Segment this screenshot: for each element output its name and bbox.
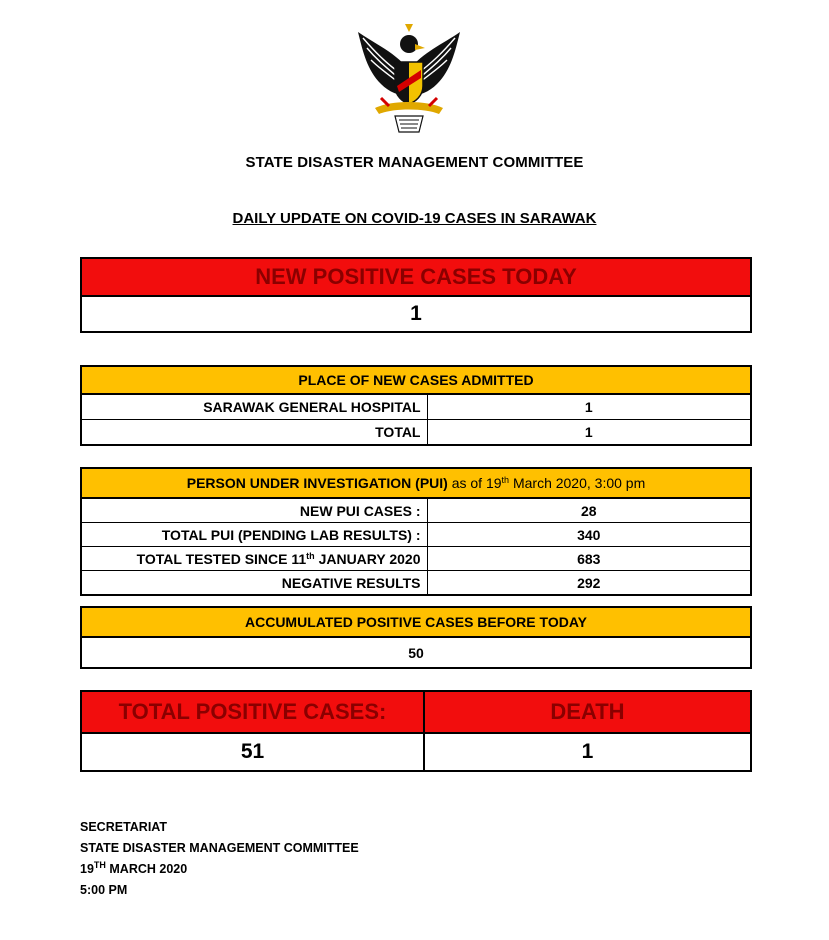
totals-table <box>80 690 752 772</box>
total-tested-value: 683 <box>427 547 751 571</box>
footer-secretariat: SECRETARIAT <box>80 820 168 834</box>
negative-results-value: 292 <box>427 571 751 596</box>
accumulated-table <box>80 606 752 669</box>
pending-pui-value: 340 <box>427 523 751 547</box>
new-cases-value: 1 <box>81 296 751 332</box>
pui-header <box>81 468 751 498</box>
table-row <box>81 394 751 420</box>
new-cases-table <box>80 257 752 333</box>
footer-signature <box>80 817 359 901</box>
pui-header-label: PERSON UNDER INVESTIGATION (PUI) <box>186 475 448 491</box>
table-row <box>81 420 751 446</box>
hospital-label: SARAWAK GENERAL HOSPITAL <box>81 394 427 420</box>
update-title: DAILY UPDATE ON COVID-19 CASES IN SARAWAK <box>232 210 597 227</box>
sarawak-crest-icon <box>355 22 463 134</box>
footer-time: 5:00 PM <box>80 883 128 897</box>
total-positive-label: TOTAL POSITIVE CASES: <box>81 691 424 733</box>
committee-title: STATE DISASTER MANAGEMENT COMMITTEE <box>245 154 584 171</box>
table-row <box>81 523 751 547</box>
place-total-value: 1 <box>427 420 751 446</box>
accumulated-label: ACCUMULATED POSITIVE CASES BEFORE TODAY <box>81 607 751 637</box>
place-admitted-table <box>80 365 752 446</box>
death-label: DEATH <box>424 691 751 733</box>
footer-date: 19TH MARCH 2020 <box>80 860 188 876</box>
new-cases-label: NEW POSITIVE CASES TODAY <box>81 258 751 296</box>
footer-committee: STATE DISASTER MANAGEMENT COMMITTEE <box>80 841 359 855</box>
total-positive-value: 51 <box>81 733 424 771</box>
table-row <box>81 547 751 571</box>
table-row <box>81 498 751 523</box>
pending-pui-label: TOTAL PUI (PENDING LAB RESULTS) : <box>81 523 427 547</box>
table-row <box>81 571 751 596</box>
negative-results-label: NEGATIVE RESULTS <box>81 571 427 596</box>
new-pui-label: NEW PUI CASES : <box>81 498 427 523</box>
death-value: 1 <box>424 733 751 771</box>
pui-as-of: as of 19th March 2020, 3:00 pm <box>451 475 646 491</box>
place-total-label: TOTAL <box>81 420 427 446</box>
new-pui-value: 28 <box>427 498 751 523</box>
accumulated-value: 50 <box>81 637 751 668</box>
pui-table <box>80 467 752 596</box>
hospital-value: 1 <box>427 394 751 420</box>
total-tested-label: TOTAL TESTED SINCE 11th JANUARY 2020 <box>81 547 427 571</box>
place-admitted-header: PLACE OF NEW CASES ADMITTED <box>81 366 751 394</box>
